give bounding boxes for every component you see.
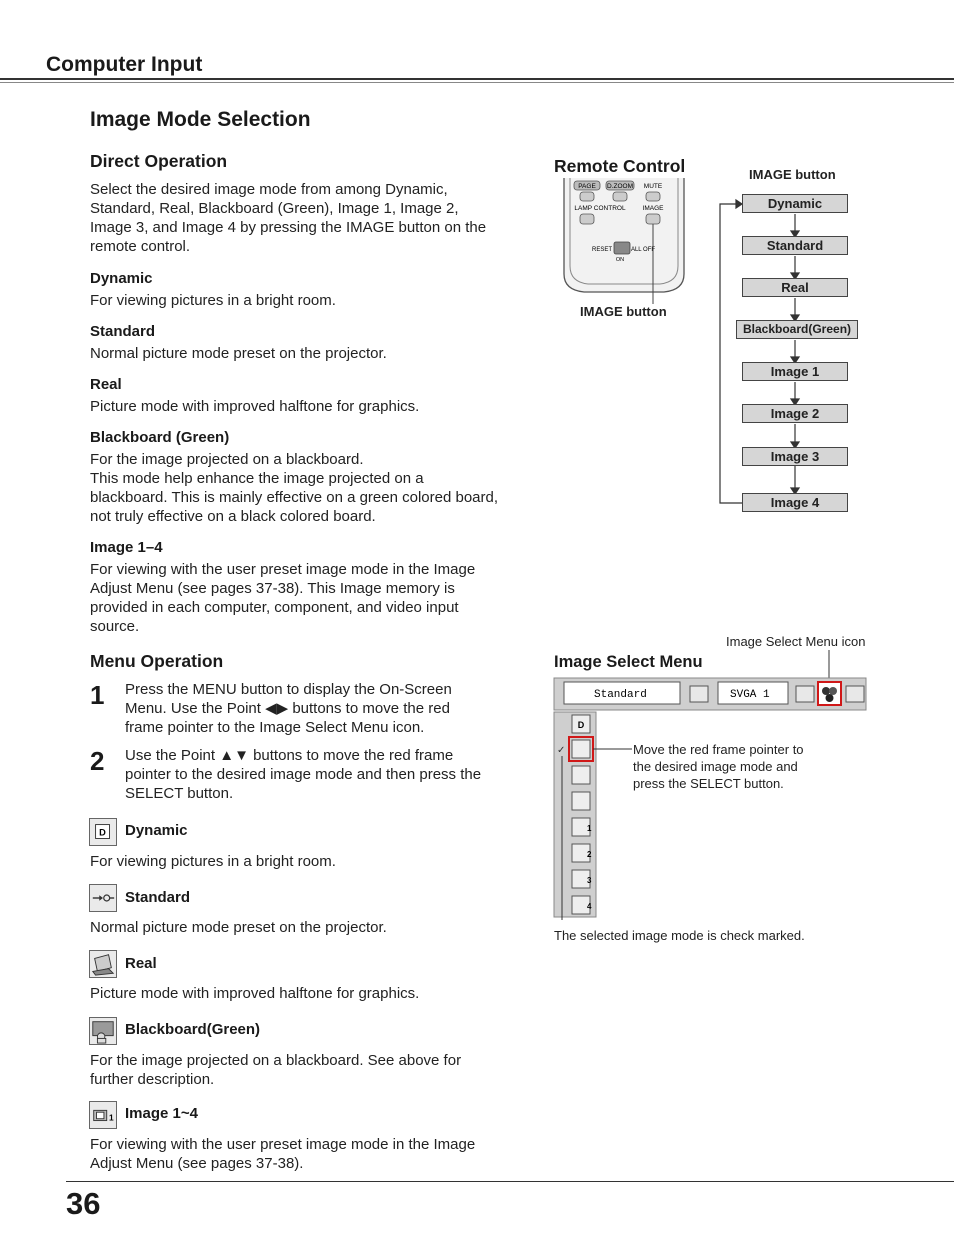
mode-heading-dynamic: Dynamic xyxy=(90,270,153,287)
svg-text:3: 3 xyxy=(587,876,592,885)
header-rule-thin xyxy=(0,82,954,83)
blackboard-icon xyxy=(89,1017,117,1045)
remote-control-heading: Remote Control xyxy=(554,156,686,176)
step-number-2: 2 xyxy=(90,746,105,776)
btn-mute-label: MUTE xyxy=(643,183,663,190)
remote-control-illustration xyxy=(560,178,690,318)
image-select-menu-heading: Image Select Menu xyxy=(554,653,703,671)
mode-desc-blackboard: For the image projected on a blackboard. This mode help enhance the image projected on a blackboard. This is mainly effective on a green colored board, not truly effective on a black colored board. xyxy=(90,451,499,525)
step-text-2: Use the Point ▲▼ buttons to move the red frame pointer to the desired image mode and then press the SELECT button. xyxy=(125,747,482,802)
btn-alloff-label: ALL OFF xyxy=(630,247,656,253)
osd-check-callout: The selected image mode is check marked. xyxy=(554,928,805,943)
mode-heading-image: Image 1–4 xyxy=(90,539,163,556)
standard-icon xyxy=(89,884,117,912)
flow-item-blackboard: Blackboard(Green) xyxy=(736,320,858,339)
flow-item-dynamic: Dynamic xyxy=(742,194,848,213)
svg-text:1: 1 xyxy=(109,1112,114,1123)
section-header: Computer Input xyxy=(46,53,203,76)
btn-lamp-label: LAMP CONTROL xyxy=(574,205,626,212)
flow-top-label: IMAGE button xyxy=(749,167,836,182)
direct-operation-heading: Direct Operation xyxy=(90,151,228,171)
svg-text:D: D xyxy=(99,827,106,838)
flow-item-image2: Image 2 xyxy=(742,404,848,423)
flow-item-image1: Image 1 xyxy=(742,362,848,381)
btn-on-label: ON xyxy=(615,257,625,263)
flow-item-standard: Standard xyxy=(742,236,848,255)
step-number-1: 1 xyxy=(90,680,105,710)
flow-item-image4: Image 4 xyxy=(742,493,848,512)
menu-mode-desc-blackboard: For the image projected on a blackboard. See above for further description. xyxy=(90,1052,462,1088)
header-rule xyxy=(0,78,954,80)
flow-item-image3: Image 3 xyxy=(742,447,848,466)
image-button[interactable] xyxy=(646,214,660,224)
flow-item-real: Real xyxy=(742,278,848,297)
svg-text:4: 4 xyxy=(587,902,592,911)
remote-image-button-label: IMAGE button xyxy=(580,304,667,319)
menu-mode-desc-real: Picture mode with improved halftone for graphics. xyxy=(90,985,420,1002)
menu-operation-heading: Menu Operation xyxy=(90,651,224,671)
svg-text:1: 1 xyxy=(587,824,592,833)
direct-intro: Select the desired image mode from among Dynamic, Standard, Real, Blackboard (Green), Image 1, Image 2, Image 3, and Image 4 by pressing the IMAGE button on the remote control. xyxy=(90,181,487,255)
step-text-1: Press the MENU button to display the On-Screen Menu. Use the Point ◀▶ buttons to move the red frame pointer to the Image Select Menu icon. xyxy=(125,681,452,736)
page-title: Image Mode Selection xyxy=(90,108,311,131)
svg-text:2: 2 xyxy=(587,850,592,859)
btn-dzoom-label: D.ZOOM xyxy=(607,183,633,190)
osd-mode-value: Standard xyxy=(594,689,647,701)
page-number: 36 xyxy=(66,1186,101,1221)
menu-mode-image: Image 1~4 xyxy=(125,1105,198,1122)
dynamic-icon xyxy=(89,818,117,846)
mode-heading-real: Real xyxy=(90,376,122,393)
mode-desc-real: Picture mode with improved halftone for graphics. xyxy=(90,398,420,415)
mode-desc-dynamic: For viewing pictures in a bright room. xyxy=(90,292,336,309)
menu-mode-real: Real xyxy=(125,955,157,972)
menu-mode-desc-image: For viewing with the user preset image mode in the Image Adjust Menu (see pages 37-38). xyxy=(90,1136,476,1172)
osd-icon-callout: Image Select Menu icon xyxy=(726,634,866,649)
image1-icon xyxy=(89,1101,117,1129)
footer-rule xyxy=(66,1181,954,1182)
menu-mode-standard: Standard xyxy=(125,889,191,906)
osd-signal-value: SVGA 1 xyxy=(730,689,770,701)
mode-desc-image: For viewing with the user preset image mode in the Image Adjust Menu (see pages 37-38). This Image memory is provided in each computer, component, and video input source. xyxy=(90,561,476,635)
osd-pointer-callout: Move the red frame pointer to the desired image mode and press the SELECT button. xyxy=(633,742,804,791)
menu-mode-desc-dynamic: For viewing pictures in a bright room. xyxy=(90,853,336,870)
menu-mode-desc-standard: Normal picture mode preset on the projector. xyxy=(90,919,387,936)
btn-page-label: PAGE xyxy=(578,183,596,190)
btn-reset-label: RESET xyxy=(591,247,613,253)
real-icon xyxy=(89,950,117,978)
btn-image-label: IMAGE xyxy=(642,205,664,212)
mode-heading-standard: Standard xyxy=(90,323,156,340)
mode-heading-blackboard: Blackboard (Green) xyxy=(90,429,230,446)
mode-desc-standard: Normal picture mode preset on the projector. xyxy=(90,345,387,362)
menu-mode-dynamic: Dynamic xyxy=(125,822,188,839)
menu-mode-blackboard: Blackboard(Green) xyxy=(125,1021,261,1038)
osd-check-mark: ✓ xyxy=(557,745,566,756)
svg-text:D: D xyxy=(577,720,585,730)
